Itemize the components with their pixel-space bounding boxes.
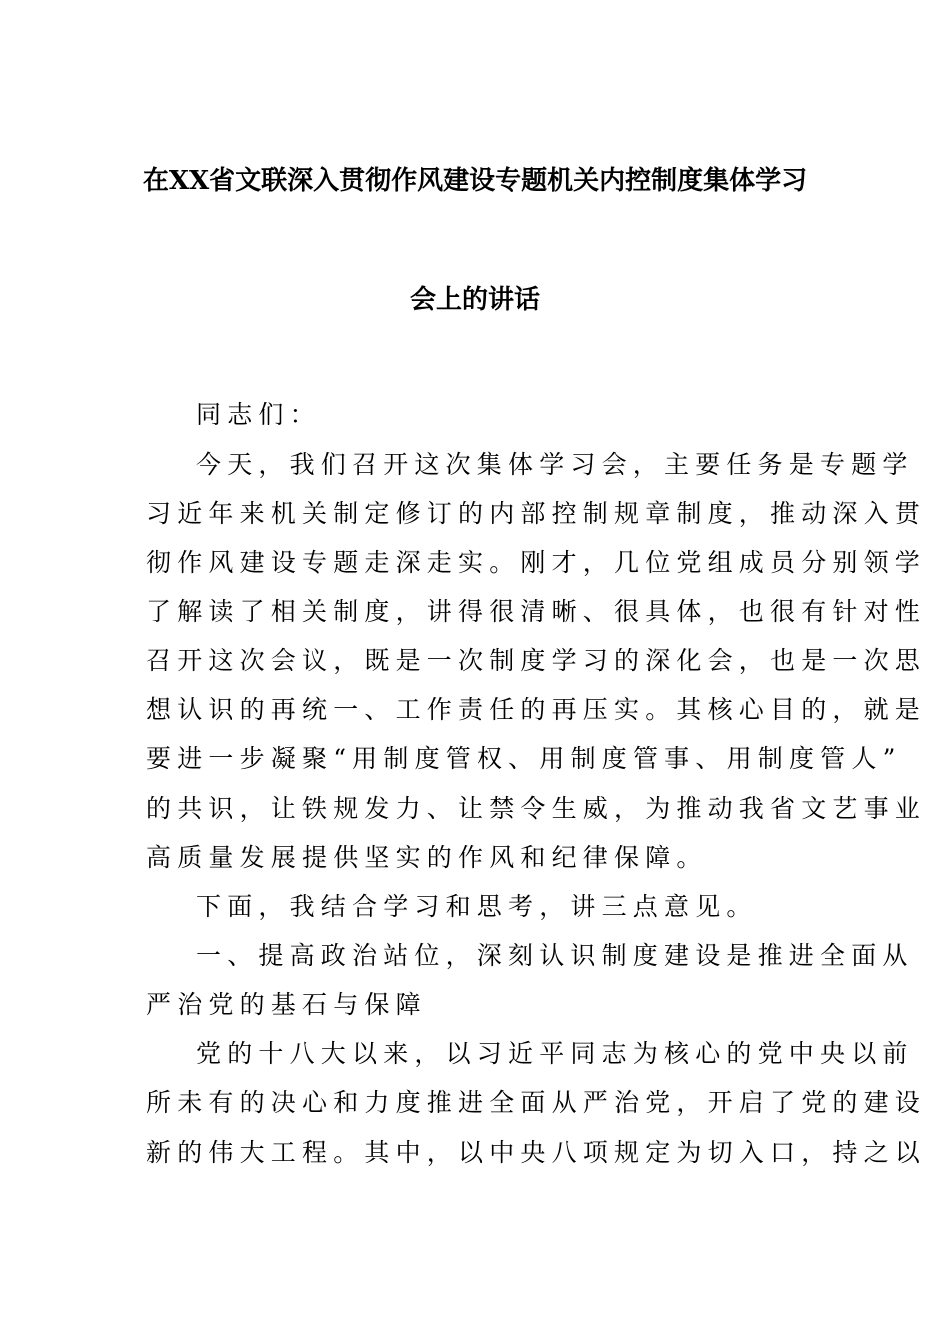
body-line: 要进一步凝聚“用制度管权、用制度管事、用制度管人” xyxy=(146,744,902,773)
body-line: 想认识的再统一、工作责任的再压实。其核心目的，就是 xyxy=(146,695,927,724)
section-heading: 一、提高政治站位，深刻认识制度建设是推进全面从 xyxy=(196,941,914,970)
body-line: 党的十八大以来，以习近平同志为核心的党中央以前 xyxy=(196,1039,914,1068)
body-line: 下面，我结合学习和思考，讲三点意见。 xyxy=(196,892,758,921)
body-line: 的共识，让铁规发力、让禁令生威，为推动我省文艺事业 xyxy=(146,794,927,823)
document-title-line-1: 在XX省文联深入贯彻作风建设专题机关内控制度集体学习 xyxy=(142,166,808,196)
body-line: 今天，我们召开这次集体学习会，主要任务是专题学 xyxy=(196,450,914,479)
body-line: 新的伟大工程。其中，以中央八项规定为切入口，持之以 xyxy=(146,1138,927,1167)
body-line: 所未有的决心和力度推进全面从严治党，开启了党的建设 xyxy=(146,1088,927,1117)
body-line: 高质量发展提供坚实的作风和纪律保障。 xyxy=(146,843,708,872)
section-heading: 严治党的基石与保障 xyxy=(146,990,427,1019)
body-line: 了解读了相关制度，讲得很清晰、很具体，也很有针对性 xyxy=(146,597,927,626)
document-title-line-2: 会上的讲话 xyxy=(409,285,540,315)
body-line: 习近年来机关制定修订的内部控制规章制度，推动深入贯 xyxy=(146,499,927,528)
salutation: 同志们： xyxy=(196,400,321,429)
body-line: 召开这次会议，既是一次制度学习的深化会，也是一次思 xyxy=(146,646,927,675)
body-line: 彻作风建设专题走深走实。刚才，几位党组成员分别领学 xyxy=(146,548,927,577)
